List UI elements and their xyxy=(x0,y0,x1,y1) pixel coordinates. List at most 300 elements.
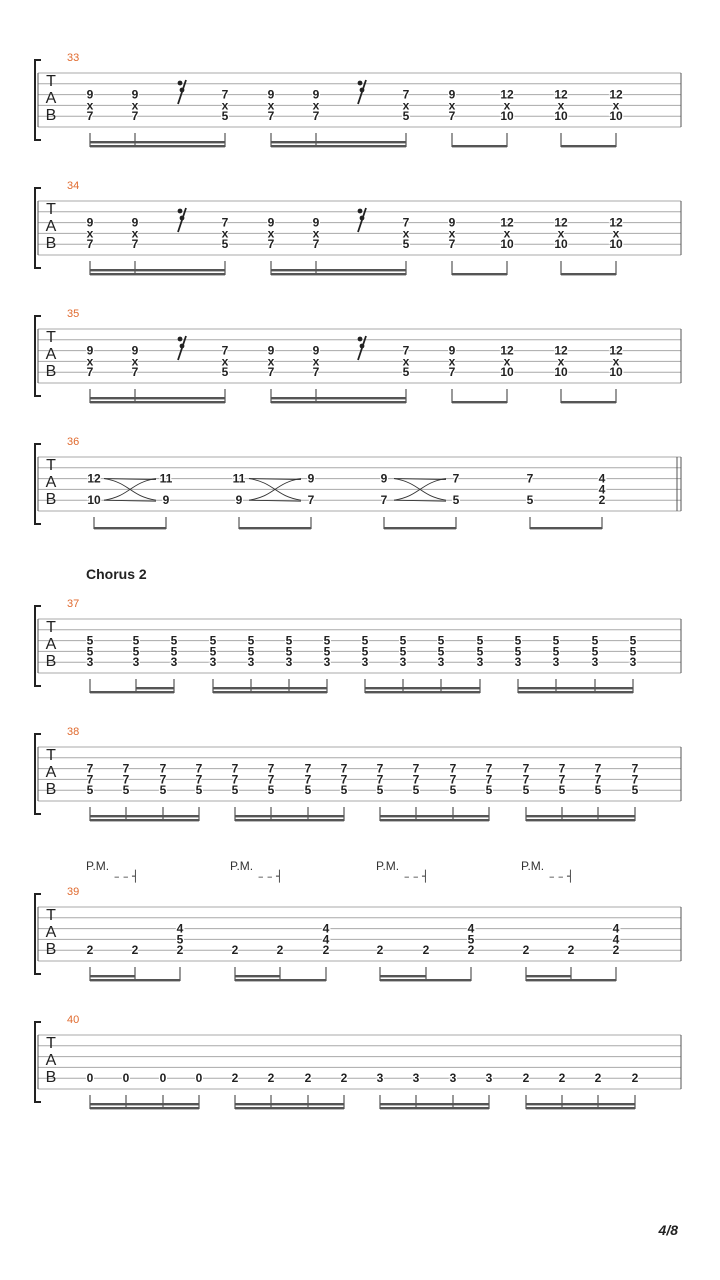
fret-number: 5 xyxy=(485,783,493,798)
tab-clef-letter: T xyxy=(46,619,56,636)
measure-number: 34 xyxy=(67,180,80,192)
beam xyxy=(90,1107,199,1109)
fret-number: 7 xyxy=(485,772,493,787)
fret-number: 3 xyxy=(514,655,522,670)
beam xyxy=(213,687,327,689)
fret-number: 7 xyxy=(231,772,239,787)
fret-number: 3 xyxy=(449,1071,457,1086)
fret-number: 5 xyxy=(558,783,566,798)
measure-number: 40 xyxy=(67,1014,80,1026)
fret-number: 7 xyxy=(86,365,94,380)
beam xyxy=(90,145,225,147)
beam xyxy=(90,273,225,275)
fret-number: 3 xyxy=(361,655,369,670)
beam xyxy=(90,979,180,981)
fret-number: x xyxy=(448,226,456,241)
beam xyxy=(235,979,326,981)
tab-clef-letter: B xyxy=(45,491,57,508)
beam xyxy=(561,145,616,147)
beam xyxy=(271,273,406,275)
fret-number: 10 xyxy=(609,109,623,124)
rest-flag xyxy=(178,337,183,342)
beam xyxy=(90,401,225,403)
palm-mute-extent: – – ┤ xyxy=(404,870,429,883)
beam xyxy=(235,815,344,817)
tab-clef-letter: A xyxy=(45,924,57,941)
beam xyxy=(271,269,406,271)
fret-number: 3 xyxy=(132,655,140,670)
fret-number: 4 xyxy=(176,921,184,936)
fret-number: 3 xyxy=(629,655,637,670)
fret-number: 2 xyxy=(522,943,530,958)
fret-number: 7 xyxy=(526,471,534,486)
fret-number: 5 xyxy=(629,633,637,648)
beam xyxy=(518,691,633,693)
fret-number: 5 xyxy=(467,932,475,947)
fret-number: 5 xyxy=(591,633,599,648)
fret-number: 9 xyxy=(235,493,243,508)
fret-number: 5 xyxy=(209,633,217,648)
rest-flag xyxy=(180,216,185,221)
fret-number: 9 xyxy=(312,215,320,230)
palm-mute-label: P.M. xyxy=(230,859,254,873)
rest-flag xyxy=(178,209,183,214)
fret-number: 3 xyxy=(376,1071,384,1086)
beam xyxy=(452,273,507,275)
palm-mute-label: P.M. xyxy=(521,859,545,873)
fret-number: x xyxy=(131,98,139,113)
fret-number: 12 xyxy=(500,343,514,358)
beam xyxy=(90,269,225,271)
beam xyxy=(365,691,480,693)
beam xyxy=(235,975,280,977)
fret-number: 5 xyxy=(86,644,94,659)
fret-number: 3 xyxy=(285,655,293,670)
beam xyxy=(380,1107,489,1109)
fret-number: 7 xyxy=(86,237,94,252)
rest-flag xyxy=(358,81,363,86)
measure-number: 39 xyxy=(67,886,80,898)
fret-number: 7 xyxy=(448,365,456,380)
fret-number: 5 xyxy=(86,783,94,798)
fret-number: 5 xyxy=(247,644,255,659)
fret-number: 7 xyxy=(312,365,320,380)
fret-number: 9 xyxy=(307,471,315,486)
fret-number: 7 xyxy=(195,772,203,787)
fret-number: 5 xyxy=(376,783,384,798)
fret-number: 4 xyxy=(322,921,330,936)
measure-number: 36 xyxy=(67,436,80,448)
fret-number: 5 xyxy=(231,783,239,798)
fret-number: 9 xyxy=(86,87,94,102)
fret-number: 5 xyxy=(402,365,410,380)
fret-number: 7 xyxy=(312,237,320,252)
palm-mute-extent: – – ┤ xyxy=(114,870,139,883)
tab-clef-letter: B xyxy=(45,1069,57,1086)
fret-number: 9 xyxy=(131,215,139,230)
fret-number: 3 xyxy=(412,1071,420,1086)
fret-number: 7 xyxy=(267,109,275,124)
fret-number: 5 xyxy=(402,109,410,124)
fret-number: 7 xyxy=(267,365,275,380)
fret-number: 5 xyxy=(552,644,560,659)
fret-number: 5 xyxy=(323,644,331,659)
fret-number: 2 xyxy=(467,943,475,958)
beam xyxy=(235,1107,344,1109)
tab-clef-letter: A xyxy=(45,218,57,235)
fret-number: x xyxy=(221,226,229,241)
fret-number: 3 xyxy=(170,655,178,670)
palm-mute-extent: – – ┤ xyxy=(258,870,283,883)
beam xyxy=(526,1107,635,1109)
fret-number: 2 xyxy=(231,1071,239,1086)
fret-number: 7 xyxy=(376,772,384,787)
fret-number: 4 xyxy=(467,921,475,936)
fret-number: 11 xyxy=(232,471,246,486)
beam xyxy=(380,819,489,821)
fret-number: x xyxy=(312,98,320,113)
beam xyxy=(380,979,471,981)
fret-number: 5 xyxy=(267,783,275,798)
fret-number: 12 xyxy=(500,215,514,230)
fret-number: 5 xyxy=(132,644,140,659)
fret-number: 7 xyxy=(558,772,566,787)
fret-number: 5 xyxy=(209,644,217,659)
fret-number: 9 xyxy=(131,87,139,102)
fret-number: 5 xyxy=(631,783,639,798)
fret-number: 5 xyxy=(402,237,410,252)
fret-number: 2 xyxy=(86,943,94,958)
beam xyxy=(90,691,174,693)
fret-number: 5 xyxy=(476,644,484,659)
fret-number: 2 xyxy=(567,943,575,958)
fret-number: 7 xyxy=(448,109,456,124)
fret-number: 7 xyxy=(304,772,312,787)
beam xyxy=(90,819,199,821)
measure-number: 35 xyxy=(67,308,80,320)
fret-number: 2 xyxy=(594,1071,602,1086)
fret-number: 10 xyxy=(87,493,101,508)
beam xyxy=(235,1103,344,1105)
rest-flag xyxy=(178,81,183,86)
fret-number: 7 xyxy=(485,761,493,776)
fret-number: 10 xyxy=(500,237,514,252)
fret-number: 5 xyxy=(221,365,229,380)
beam xyxy=(526,815,635,817)
fret-number: x xyxy=(402,354,410,369)
fret-number: 2 xyxy=(267,1071,275,1086)
fret-number: x xyxy=(267,98,275,113)
fret-number: 5 xyxy=(323,633,331,648)
fret-number: 5 xyxy=(122,783,130,798)
fret-number: x xyxy=(131,354,139,369)
fret-number: 5 xyxy=(552,633,560,648)
beam xyxy=(271,141,406,143)
fret-number: 5 xyxy=(476,633,484,648)
fret-number: x xyxy=(221,98,229,113)
beam xyxy=(90,1103,199,1105)
fret-number: 7 xyxy=(267,761,275,776)
fret-number: 0 xyxy=(195,1071,203,1086)
fret-number: x xyxy=(448,98,456,113)
fret-number: 5 xyxy=(285,644,293,659)
fret-number: x xyxy=(557,226,565,241)
fret-number: 7 xyxy=(312,109,320,124)
fret-number: 7 xyxy=(449,772,457,787)
fret-number: 10 xyxy=(554,109,568,124)
fret-number: 9 xyxy=(448,87,456,102)
beam xyxy=(526,975,571,977)
beam xyxy=(380,815,489,817)
beam xyxy=(90,815,199,817)
fret-number: 5 xyxy=(514,633,522,648)
tab-clef-letter: A xyxy=(45,636,57,653)
tab-clef-letter: B xyxy=(45,653,57,670)
fret-number: x xyxy=(267,354,275,369)
fret-number: 12 xyxy=(554,215,568,230)
beam xyxy=(271,401,406,403)
fret-number: 5 xyxy=(522,783,530,798)
fret-number: 3 xyxy=(86,655,94,670)
fret-number: 7 xyxy=(340,761,348,776)
fret-number: 5 xyxy=(361,644,369,659)
fret-number: x xyxy=(267,226,275,241)
fret-number: 7 xyxy=(412,772,420,787)
fret-number: 3 xyxy=(437,655,445,670)
fret-number: 7 xyxy=(304,761,312,776)
beam xyxy=(94,527,166,529)
fret-number: 4 xyxy=(612,921,620,936)
fret-number: 7 xyxy=(122,772,130,787)
fret-number: 7 xyxy=(594,761,602,776)
measure-number: 37 xyxy=(67,598,80,610)
tab-clef-letter: A xyxy=(45,1052,57,1069)
beam xyxy=(271,397,406,399)
fret-number: 7 xyxy=(402,87,410,102)
fret-number: 7 xyxy=(380,493,388,508)
fret-number: 2 xyxy=(612,943,620,958)
fret-number: 2 xyxy=(558,1071,566,1086)
fret-number: 2 xyxy=(304,1071,312,1086)
fret-number: 0 xyxy=(86,1071,94,1086)
rest-flag xyxy=(358,337,363,342)
fret-number: x xyxy=(612,98,620,113)
fret-number: 12 xyxy=(500,87,514,102)
fret-number: x xyxy=(402,226,410,241)
beam xyxy=(526,1103,635,1105)
measure-number: 33 xyxy=(67,52,80,64)
fret-number: 5 xyxy=(399,644,407,659)
measure-number: 38 xyxy=(67,726,80,738)
fret-number: 5 xyxy=(195,783,203,798)
fret-number: 10 xyxy=(500,365,514,380)
fret-number: 7 xyxy=(86,772,94,787)
fret-number: 7 xyxy=(340,772,348,787)
fret-number: 7 xyxy=(412,761,420,776)
beam xyxy=(452,145,507,147)
fret-number: 12 xyxy=(609,87,623,102)
rest-flag xyxy=(360,344,365,349)
fret-number: 7 xyxy=(522,772,530,787)
tab-clef-letter: B xyxy=(45,781,57,798)
beam xyxy=(380,975,426,977)
beam xyxy=(90,397,225,399)
fret-number: 3 xyxy=(323,655,331,670)
fret-number: x xyxy=(86,98,94,113)
tab-clef-letter: T xyxy=(46,457,56,474)
fret-number: 5 xyxy=(594,783,602,798)
fret-number: 9 xyxy=(162,493,170,508)
fret-number: 10 xyxy=(609,237,623,252)
fret-number: 7 xyxy=(376,761,384,776)
fret-number: 9 xyxy=(312,87,320,102)
tab-clef-letter: T xyxy=(46,907,56,924)
beam xyxy=(526,979,616,981)
fret-number: 9 xyxy=(131,343,139,358)
rest-flag xyxy=(360,88,365,93)
beam xyxy=(530,527,602,529)
fret-number: 7 xyxy=(221,215,229,230)
fret-number: 9 xyxy=(448,215,456,230)
fret-number: 7 xyxy=(558,761,566,776)
fret-number: 12 xyxy=(609,343,623,358)
beam xyxy=(90,141,225,143)
fret-number: 3 xyxy=(485,1071,493,1086)
fret-number: 5 xyxy=(361,633,369,648)
fret-number: 5 xyxy=(170,633,178,648)
fret-number: 7 xyxy=(402,215,410,230)
fret-number: 4 xyxy=(322,932,330,947)
fret-number: x xyxy=(312,226,320,241)
tab-clef-letter: T xyxy=(46,73,56,90)
fret-number: 10 xyxy=(609,365,623,380)
fret-number: 7 xyxy=(631,761,639,776)
fret-number: 2 xyxy=(598,493,606,508)
tab-clef-letter: A xyxy=(45,764,57,781)
fret-number: 7 xyxy=(307,493,315,508)
fret-number: 2 xyxy=(322,943,330,958)
fret-number: 9 xyxy=(267,343,275,358)
fret-number: 7 xyxy=(231,761,239,776)
beam xyxy=(384,527,456,529)
fret-number: 2 xyxy=(340,1071,348,1086)
rest-flag xyxy=(358,209,363,214)
fret-number: 3 xyxy=(591,655,599,670)
tab-clef-letter: T xyxy=(46,747,56,764)
beam xyxy=(561,273,616,275)
fret-number: 12 xyxy=(554,343,568,358)
fret-number: 7 xyxy=(267,237,275,252)
fret-number: 4 xyxy=(598,482,606,497)
fret-number: 5 xyxy=(591,644,599,659)
fret-number: 5 xyxy=(452,493,460,508)
fret-number: x xyxy=(221,354,229,369)
fret-number: 7 xyxy=(267,772,275,787)
page-number: 4/8 xyxy=(658,1222,678,1238)
fret-number: 7 xyxy=(86,109,94,124)
beam xyxy=(271,145,406,147)
tab-clef-letter: B xyxy=(45,107,57,124)
beam xyxy=(518,687,633,689)
fret-number: 9 xyxy=(86,343,94,358)
fret-number: 12 xyxy=(87,471,101,486)
fret-number: 5 xyxy=(526,493,534,508)
beam xyxy=(213,691,327,693)
tab-clef-letter: T xyxy=(46,329,56,346)
fret-number: 5 xyxy=(514,644,522,659)
fret-number: 9 xyxy=(267,87,275,102)
tab-clef-letter: T xyxy=(46,201,56,218)
rest-flag xyxy=(180,344,185,349)
fret-number: 0 xyxy=(159,1071,167,1086)
fret-number: 5 xyxy=(159,783,167,798)
fret-number: 5 xyxy=(132,633,140,648)
fret-number: 7 xyxy=(86,761,94,776)
fret-number: 7 xyxy=(131,237,139,252)
fret-number: 5 xyxy=(86,633,94,648)
beam xyxy=(365,687,480,689)
fret-number: 4 xyxy=(612,932,620,947)
fret-number: 7 xyxy=(449,761,457,776)
fret-number: 9 xyxy=(380,471,388,486)
fret-number: 11 xyxy=(159,471,173,486)
tab-clef-letter: A xyxy=(45,90,57,107)
fret-number: 3 xyxy=(399,655,407,670)
beam xyxy=(235,819,344,821)
fret-number: 2 xyxy=(276,943,284,958)
fret-number: 3 xyxy=(247,655,255,670)
fret-number: 9 xyxy=(448,343,456,358)
palm-mute-label: P.M. xyxy=(86,859,110,873)
rest-flag xyxy=(180,88,185,93)
palm-mute-label: P.M. xyxy=(376,859,400,873)
fret-number: x xyxy=(402,98,410,113)
beam xyxy=(526,819,635,821)
fret-number: 5 xyxy=(170,644,178,659)
fret-number: 5 xyxy=(221,237,229,252)
fret-number: x xyxy=(557,98,565,113)
fret-number: 0 xyxy=(122,1071,130,1086)
fret-number: 7 xyxy=(122,761,130,776)
fret-number: 2 xyxy=(522,1071,530,1086)
beam xyxy=(380,1103,489,1105)
fret-number: 5 xyxy=(221,109,229,124)
fret-number: 10 xyxy=(554,237,568,252)
fret-number: x xyxy=(312,354,320,369)
tab-clef-letter: A xyxy=(45,346,57,363)
tab-clef-letter: B xyxy=(45,941,57,958)
beam xyxy=(561,401,616,403)
fret-number: 7 xyxy=(131,109,139,124)
fret-number: 5 xyxy=(176,932,184,947)
fret-number: 7 xyxy=(522,761,530,776)
fret-number: 3 xyxy=(476,655,484,670)
fret-number: 7 xyxy=(448,237,456,252)
fret-number: 2 xyxy=(231,943,239,958)
fret-number: x xyxy=(557,354,565,369)
fret-number: 5 xyxy=(285,633,293,648)
fret-number: 9 xyxy=(312,343,320,358)
section-label: Chorus 2 xyxy=(86,566,147,582)
fret-number: 12 xyxy=(554,87,568,102)
fret-number: 5 xyxy=(437,633,445,648)
fret-number: 12 xyxy=(609,215,623,230)
beam xyxy=(90,975,135,977)
fret-number: x xyxy=(612,354,620,369)
fret-number: x xyxy=(448,354,456,369)
fret-number: x xyxy=(86,354,94,369)
tab-clef-letter: B xyxy=(45,363,57,380)
